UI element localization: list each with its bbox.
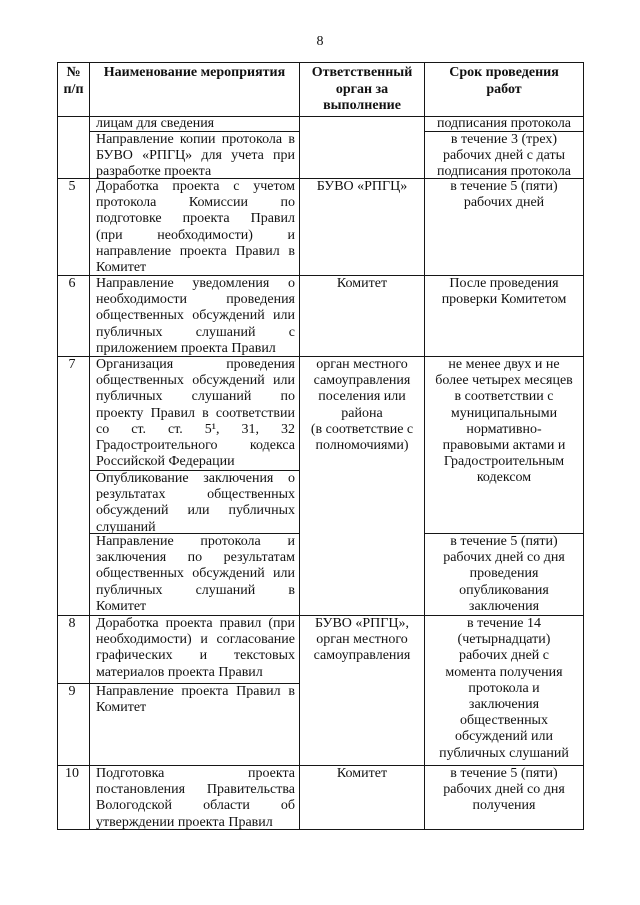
text-line: подписания протокола <box>436 116 572 131</box>
header-deadline-cell <box>424 62 584 117</box>
text-word: общественных <box>96 373 184 389</box>
text-line: в течение 5 (пяти) <box>450 534 558 549</box>
text-line: слушаний <box>96 519 156 535</box>
text-word: Правительства <box>206 782 295 798</box>
text-word: Направление <box>96 684 174 699</box>
text-line: района <box>341 405 383 421</box>
text-word: Доработка <box>96 616 159 631</box>
text-word: согласование <box>216 632 295 648</box>
text-line: более четырех месяцев <box>435 373 573 389</box>
text-word: проекта <box>165 616 213 631</box>
text-word: в <box>288 243 295 259</box>
text-word: протокола <box>200 534 261 549</box>
text-line: разработке проекта <box>96 164 212 180</box>
text-word: Доработка <box>96 179 159 194</box>
text-word: Организация <box>96 357 174 372</box>
text-line: Российской Федерации <box>96 454 235 470</box>
text-word: и <box>287 227 295 243</box>
text-line: правовыми актами и <box>442 438 566 454</box>
text-line: выполнение <box>323 98 401 113</box>
text-word: о <box>288 471 295 486</box>
text-line <box>96 211 295 227</box>
text-line <box>96 648 295 664</box>
number-cell: 8 <box>57 615 90 684</box>
text-line <box>96 471 295 487</box>
text-word: необходимости) <box>96 632 192 648</box>
text-line <box>96 276 295 292</box>
text-line <box>96 228 295 244</box>
text-line <box>96 534 295 550</box>
text-line: момента получения <box>445 664 563 680</box>
text-word: с <box>233 179 240 194</box>
header-responsible-cell <box>299 62 425 117</box>
text-word: или <box>187 503 210 519</box>
activity-cell <box>89 615 300 684</box>
text-line: не менее двух и не <box>448 357 560 372</box>
text-line <box>96 798 295 814</box>
text-word: слушаний <box>195 582 256 598</box>
text-word: уведомления <box>192 276 270 291</box>
number-cell: 7 <box>57 356 90 616</box>
activity-cell <box>89 533 300 616</box>
responsible-cell <box>299 275 425 357</box>
text-word: при <box>272 148 295 164</box>
text-word: слушаний <box>195 324 256 340</box>
text-line: орган местного <box>316 632 408 648</box>
text-line: самоуправления <box>313 648 411 664</box>
text-line <box>96 195 295 211</box>
deadline-cell <box>424 356 584 534</box>
text-line <box>96 766 295 782</box>
text-line <box>96 503 295 519</box>
text-word: по <box>280 195 295 211</box>
text-word: или <box>273 566 295 582</box>
text-word: «РПГЦ» <box>142 148 193 164</box>
text-line: № <box>66 65 81 80</box>
deadline-cell <box>424 131 584 179</box>
text-word: БУВО <box>96 148 133 164</box>
text-line <box>96 308 295 324</box>
text-line: заключения <box>468 598 540 614</box>
deadline-cell <box>424 178 584 276</box>
text-line: полномочиями) <box>315 438 409 454</box>
text-word: необходимости) <box>157 227 253 243</box>
text-word: ст. <box>168 421 183 437</box>
text-line: работ <box>486 81 522 97</box>
text-word: Направление <box>96 276 174 291</box>
text-word: обсуждений <box>192 566 265 582</box>
text-word: копии <box>179 132 216 147</box>
number-cell: 9 <box>57 683 90 766</box>
text-word: соответствии <box>215 405 295 421</box>
text-line: п/п <box>63 81 84 97</box>
text-line <box>96 422 295 438</box>
text-line <box>96 632 295 648</box>
text-line: (четырнадцати) <box>457 632 551 648</box>
text-word: Комиссии <box>188 195 248 211</box>
text-line: Градостроительным <box>443 454 565 470</box>
activity-cell <box>89 470 300 534</box>
text-line: (в соответствие с <box>310 421 414 437</box>
text-word: текстовых <box>234 648 295 664</box>
text-word: публичных <box>96 324 163 340</box>
text-line <box>96 244 295 260</box>
text-word: кодекса <box>249 438 295 454</box>
text-line: нормативно- <box>466 421 542 437</box>
text-line: Комитет <box>96 260 147 276</box>
number-cell: 5 <box>57 178 90 276</box>
activity-cell <box>89 683 300 766</box>
text-line <box>96 583 295 599</box>
text-line: рабочих дней <box>463 195 545 211</box>
text-line: муниципальными <box>450 405 558 421</box>
text-line: БУВО «РПГЦ», <box>314 616 409 631</box>
text-word: проведения <box>226 357 295 372</box>
text-word: Направление <box>96 132 174 147</box>
text-word: по <box>187 550 203 566</box>
responsible-cell <box>299 356 425 616</box>
text-line <box>96 179 295 195</box>
text-line <box>96 406 295 422</box>
text-line: обсуждений или <box>455 729 553 745</box>
text-word: Опубликование <box>96 471 189 486</box>
text-word: в <box>288 684 295 699</box>
text-line: орган за <box>335 81 389 97</box>
text-word: Вологодской <box>96 798 173 814</box>
text-word: о <box>287 276 295 291</box>
text-word: проекту <box>96 405 144 421</box>
text-line: рабочих дней с <box>458 648 550 664</box>
text-line <box>96 325 295 341</box>
activity-cell <box>89 356 300 471</box>
text-word: обсуждений <box>192 308 265 324</box>
text-line <box>96 616 295 632</box>
text-word: или <box>273 308 295 324</box>
text-word: учетом <box>253 179 295 194</box>
text-word: Правил <box>236 684 281 699</box>
text-line <box>96 566 295 582</box>
text-line: проведения <box>469 566 539 582</box>
text-line: орган местного <box>316 357 408 372</box>
text-word: слушаний <box>191 389 252 405</box>
activity-cell <box>89 178 300 276</box>
text-line <box>96 132 295 148</box>
responsible-cell <box>299 116 425 179</box>
text-word: проекта <box>182 211 230 227</box>
text-word: подготовке <box>96 211 162 227</box>
text-word: проекта <box>172 179 220 194</box>
text-line: Срок проведения <box>449 65 559 80</box>
text-word: Градостроительного <box>96 438 218 454</box>
header-number-cell <box>57 62 90 117</box>
text-word: графических <box>96 648 173 664</box>
text-line: в течение 3 (трех) <box>450 132 558 147</box>
text-line <box>96 389 295 405</box>
text-word: необходимости <box>96 292 188 308</box>
text-word: Направление <box>96 534 174 549</box>
text-word: (при <box>268 616 295 631</box>
text-line <box>96 782 295 798</box>
text-word: правил <box>219 616 262 631</box>
text-word: и <box>287 534 295 549</box>
text-line <box>96 292 295 308</box>
text-word: протокола <box>96 195 157 211</box>
text-word: обсуждений <box>192 373 265 389</box>
activity-cell <box>89 116 300 132</box>
text-line: Наименование мероприятия <box>103 65 286 80</box>
text-word: постановления <box>96 782 186 798</box>
text-word: об <box>280 798 295 814</box>
text-line: рабочих дней со дня <box>443 782 565 798</box>
page-number: 8 <box>316 34 324 49</box>
text-line <box>96 148 295 164</box>
text-line: БУВО «РПГЦ» <box>316 179 408 194</box>
text-line: Комитет <box>96 700 147 716</box>
text-line: в течение 5 (пяти) <box>450 179 558 194</box>
text-word: или <box>273 373 295 389</box>
text-word: проекта <box>179 243 227 259</box>
text-word: для <box>201 148 222 164</box>
text-line: утверждении проекта Правил <box>96 814 273 830</box>
deadline-cell <box>424 275 584 357</box>
text-word: заключения <box>203 471 274 486</box>
text-word: и <box>199 648 208 664</box>
text-line: подписания протокола <box>436 164 572 180</box>
text-word: Правил <box>250 211 295 227</box>
header-activity-cell <box>89 62 300 117</box>
text-line: Комитет <box>336 276 388 291</box>
text-word: общественных <box>96 308 184 324</box>
text-word: учета <box>231 148 264 164</box>
activity-cell <box>89 275 300 357</box>
text-line: заключения <box>468 697 540 713</box>
text-line: После проведения <box>449 276 559 291</box>
text-line: поселения или <box>318 389 406 405</box>
text-word: 32 <box>280 421 295 437</box>
responsible-cell <box>299 765 425 830</box>
text-word: заключения <box>96 550 167 566</box>
text-line: проверки Комитетом <box>441 292 567 308</box>
text-word: Подготовка <box>96 766 165 781</box>
text-line: в течение 5 (пяти) <box>450 766 558 781</box>
text-word: по <box>280 389 295 405</box>
text-word: проекта <box>248 766 295 781</box>
text-word: ст. <box>131 421 146 437</box>
text-line: опубликования <box>459 582 549 598</box>
text-line: Ответственный <box>311 65 413 80</box>
text-line: рабочих дней с даты <box>442 148 566 164</box>
text-word: проведения <box>226 292 295 308</box>
text-word: и <box>200 632 208 648</box>
text-line: в соответствии с <box>454 389 554 405</box>
text-line: Комитет <box>336 766 388 781</box>
text-word: результатам <box>223 550 295 566</box>
text-word: области <box>203 798 250 814</box>
deadline-cell <box>424 615 584 766</box>
text-word: общественных <box>207 487 295 503</box>
text-word: публичных <box>96 582 163 598</box>
text-line: лицам для сведения <box>96 116 215 131</box>
text-line <box>96 357 295 373</box>
text-word: Правил <box>235 243 280 259</box>
responsible-cell <box>299 178 425 276</box>
text-line <box>96 684 295 700</box>
number-cell <box>57 116 90 179</box>
text-line: рабочих дней со дня <box>443 550 565 566</box>
text-line <box>96 438 295 454</box>
text-line: материалов проекта Правил <box>96 664 263 680</box>
activity-cell <box>89 131 300 179</box>
text-word: 31, <box>241 421 259 437</box>
text-line: протокола и <box>468 680 540 696</box>
text-word: публичных <box>96 389 163 405</box>
number-cell: 6 <box>57 275 90 357</box>
text-word: обсуждений <box>96 503 169 519</box>
text-line: самоуправления <box>313 373 411 389</box>
text-word: в <box>202 405 209 421</box>
text-word: со <box>96 421 110 437</box>
text-line: общественных <box>460 713 548 729</box>
text-line: кодексом <box>476 470 532 486</box>
text-word: протокола <box>221 132 283 147</box>
text-word: результатах <box>96 487 166 503</box>
text-word: в <box>288 132 295 147</box>
text-line: Комитет <box>96 598 147 614</box>
deadline-cell <box>424 116 584 132</box>
text-line <box>96 487 295 503</box>
text-word: направление <box>96 243 172 259</box>
deadline-cell <box>424 765 584 830</box>
text-line <box>96 373 295 389</box>
text-word: проекта <box>181 684 229 699</box>
text-word: публичных <box>228 503 295 519</box>
text-word: в <box>288 582 295 598</box>
text-line <box>96 550 295 566</box>
text-line: приложением проекта Правил <box>96 340 276 356</box>
text-word: с <box>288 324 295 340</box>
text-word: 5¹, <box>204 421 220 437</box>
responsible-cell <box>299 615 425 766</box>
text-line: публичных слушаний <box>439 745 569 761</box>
text-word: (при <box>96 227 123 243</box>
text-line: в течение 14 <box>466 616 542 631</box>
text-line: получения <box>472 798 536 814</box>
number-cell: 10 <box>57 765 90 830</box>
deadline-cell <box>424 533 584 616</box>
text-word: общественных <box>96 566 184 582</box>
activity-cell <box>89 765 300 830</box>
text-word: Правил <box>150 405 195 421</box>
